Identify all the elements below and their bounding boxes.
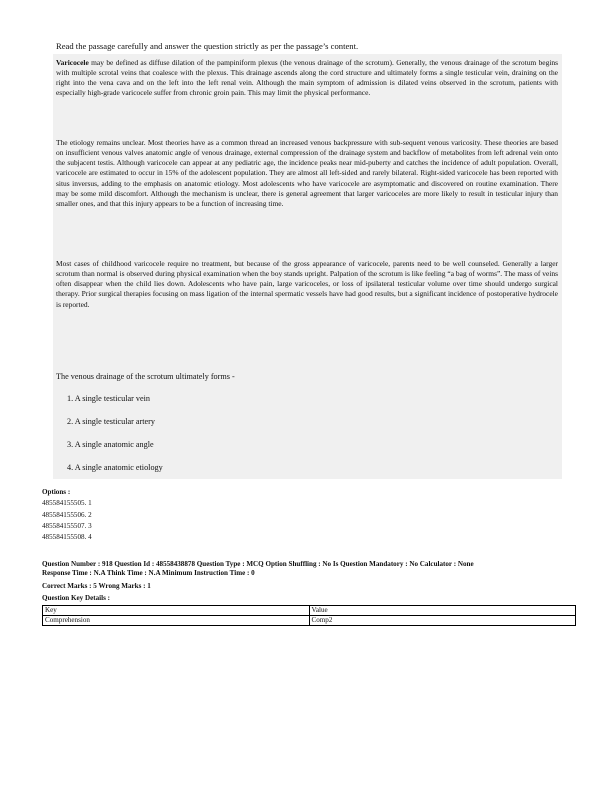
marks-line: Correct Marks : 5 Wrong Marks : 1 — [42, 582, 151, 590]
passage-paragraph-1 — [56, 58, 558, 99]
key-details-table — [42, 605, 576, 626]
table-cell: Comprehension — [43, 616, 310, 626]
question-info-line: Question Number : 918 Question Id : 48558438878 Question Type : MCQ Option Shuffling : No Is Question Mandatory : No Calculator : None — [42, 560, 474, 568]
table-row — [43, 616, 576, 626]
answer-choice: 3. A single anatomic angle — [67, 440, 154, 449]
response-time-line: Response Time : N.A Think Time : N.A Minimum Instruction Time : 0 — [42, 568, 255, 577]
option-item: 485584155507. 3 — [42, 521, 92, 530]
table-cell: Comp2 — [309, 616, 576, 626]
option-item: 485584155508. 4 — [42, 533, 92, 542]
passage-paragraph-2: The etiology remains unclear. Most theories have as a common thread an increased venous backpressure with sub-sequent venous varicosity. These theories are based on insufficient venous valves anatomic angle of venous drainage, external compression of the drainage system and backflow of metabolites from left adrenal vein onto the subjacent testis. Although varicocele can appear at any pediatric age, the incidence peaks near mid-puberty and catches the incidence of adult population. Overall, varicocele are estimated to occur in 15% of the adolescent population. They are almost all left-sided and rarely bilateral. Right-sided varicocele has been reported with situs inversus, adding to the emphasis on anatomic etiology. Most adolescents who have varicocele are asymptomatic and discovered on routine examination. There may be some mild discomfort. Although the mechanism is unclear, there is general agreement that larger varicoceles are more likely to result in testicular injury than smaller ones, and that this injury appears to be a function of increasing time. — [56, 138, 558, 208]
option-item: 485584155506. 2 — [42, 510, 92, 519]
table-header-cell: Value — [309, 606, 576, 616]
table-header-row — [43, 606, 576, 616]
table-header-cell: Key — [43, 606, 310, 616]
answer-choice: 1. A single testicular vein — [67, 394, 150, 403]
answer-choice: 2. A single testicular artery — [67, 417, 155, 426]
passage-term: Varicocele — [56, 58, 89, 67]
options-list — [42, 487, 92, 543]
instruction-text: Read the passage carefully and answer the question strictly as per the passage’s content. — [56, 41, 359, 51]
question-metadata — [42, 560, 576, 578]
passage-paragraph-1-text: may be defined as diffuse dilation of the pampiniform plexus (the venous drainage of the scrotum). Generally, the venous drainage of the scrotum begins with multiple scrotal veins that coalesce with the plexus. This drainage ascends along the cord structure and ultimately forms a single testicular vein, draining on the right into the vena cava and on the left into the left renal vein. Although the main symptom of admission is dilated veins observed in the scrotum, patients with especially high-grade varicocele suffer from chronic groin pain. This may limit the physical performance. — [56, 58, 558, 98]
passage-box — [53, 54, 562, 342]
answer-choice: 4. A single anatomic etiology — [67, 463, 163, 472]
question-box — [53, 342, 562, 479]
question-stem: The venous drainage of the scrotum ultimately forms - — [56, 372, 235, 381]
passage-paragraph-3: Most cases of childhood varicocele require no treatment, but because of the gross appearance of varicocele, parents need to be well counseled. Generally a larger scrotum than normal is observed during physical examination when the boy stands upright. Palpation of the scrotum is like feeling “a bag of worms”. The mass of veins often disappear when the child lies down. Adolescents who have pain, large varicoceles, or loss of ipsilateral testicular volume over time should undergo surgical therapy. Prior surgical therapies focusing on mass ligation of the internal spermatic vessels have had good results, but a significant incidence of postoperative hydrocele is reported. — [56, 259, 558, 309]
key-details-heading: Question Key Details : — [42, 594, 110, 602]
option-item: 485584155505. 1 — [42, 499, 92, 508]
options-title: Options : — [42, 488, 71, 496]
